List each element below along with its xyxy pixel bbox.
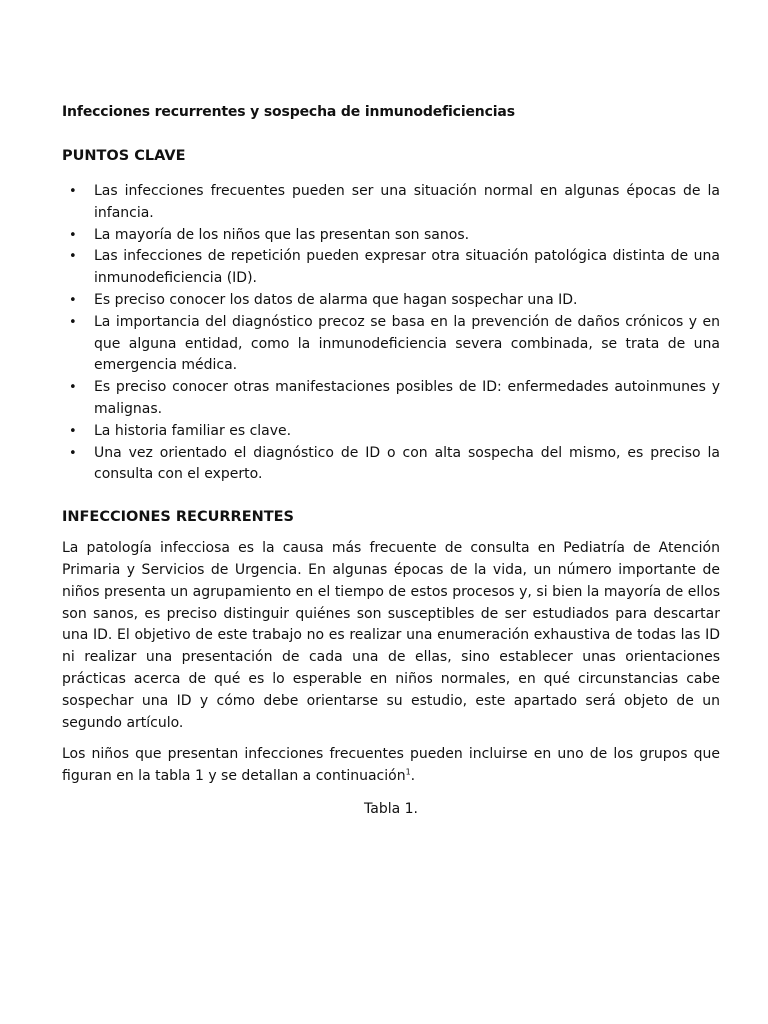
list-item xyxy=(62,225,720,247)
table-caption: Tabla 1. xyxy=(364,800,418,817)
list-item xyxy=(62,312,720,377)
bullet-icon: • xyxy=(69,314,77,330)
bullet-icon: • xyxy=(69,445,77,461)
list-item xyxy=(62,421,720,443)
list-item-text: La historia familiar es clave. xyxy=(94,422,292,439)
bullet-icon: • xyxy=(69,292,77,308)
bullet-icon: • xyxy=(69,423,77,439)
list-item xyxy=(62,290,720,312)
list-item-text: Las infecciones frecuentes pueden ser una situación normal en algunas épocas de la infancia. xyxy=(94,183,720,221)
list-item xyxy=(62,246,720,290)
bullet-icon: • xyxy=(69,227,77,243)
paragraph-end: . xyxy=(410,768,416,785)
paragraph-text: Los niños que presentan infecciones frecuentes pueden incluirse en uno de los grupos que figuran en la tabla 1 y se detallan a continuación xyxy=(62,746,720,785)
bullet-icon: • xyxy=(69,380,77,396)
key-points-heading: PUNTOS CLAVE xyxy=(62,148,186,164)
bullet-icon: • xyxy=(69,184,77,199)
list-item-text: La importancia del diagnóstico precoz se basa en la prevención de daños crónicos y en que alguna entidad, como la inmunodeficiencia severa combinada, se trata de una emergencia médica. xyxy=(94,313,720,374)
list-item-text: Es preciso conocer los datos de alarma que hagan sospechar una ID. xyxy=(94,291,578,308)
list-item-text: Es preciso conocer otras manifestaciones posibles de ID: enfermedades autoinmunes y malignas. xyxy=(94,379,720,417)
list-item xyxy=(62,181,720,225)
footnote-reference: 1 xyxy=(405,767,411,777)
bullet-icon: • xyxy=(69,249,77,265)
list-item-text: Las infecciones de repetición pueden expresar otra situación patológica distinta de una inmunodeficiencia (ID). xyxy=(94,248,720,287)
list-item-text: Una vez orientado el diagnóstico de ID o con alta sospecha del mismo, es preciso la consulta con el experto. xyxy=(94,444,720,483)
key-points-list xyxy=(62,181,720,486)
body-paragraph: La patología infecciosa es la causa más frecuente de consulta en Pediatría de Atención Primaria y Servicios de Urgencia. En algunas épocas de la vida, un número importante de niños presenta un agrupamiento en el tiempo de estos procesos y, si bien la mayoría de ellos son sanos, es preciso distinguir quiénes son susceptibles de ser estudiados para descartar una ID. El objetivo de este trabajo no es realizar una enumeración exhaustiva de todas las ID ni realizar una presentación de cada una de ellas, sino establecer unas orientaciones prácticas acerca de qué es lo esperable en niños normales, en qué circunstancias cabe sospechar una ID y cómo debe orientarse su estudio, este apartado será objeto de un segundo artículo. xyxy=(62,540,720,731)
list-item xyxy=(62,377,720,421)
list-item xyxy=(62,443,720,487)
body-paragraph-groups xyxy=(62,744,720,788)
section-heading-recurrent-infections: INFECCIONES RECURRENTES xyxy=(62,509,294,526)
document-title: Infecciones recurrentes y sospecha de inmunodeficiencias xyxy=(62,104,515,120)
list-item-text: La mayoría de los niños que las presentan son sanos. xyxy=(94,226,470,243)
